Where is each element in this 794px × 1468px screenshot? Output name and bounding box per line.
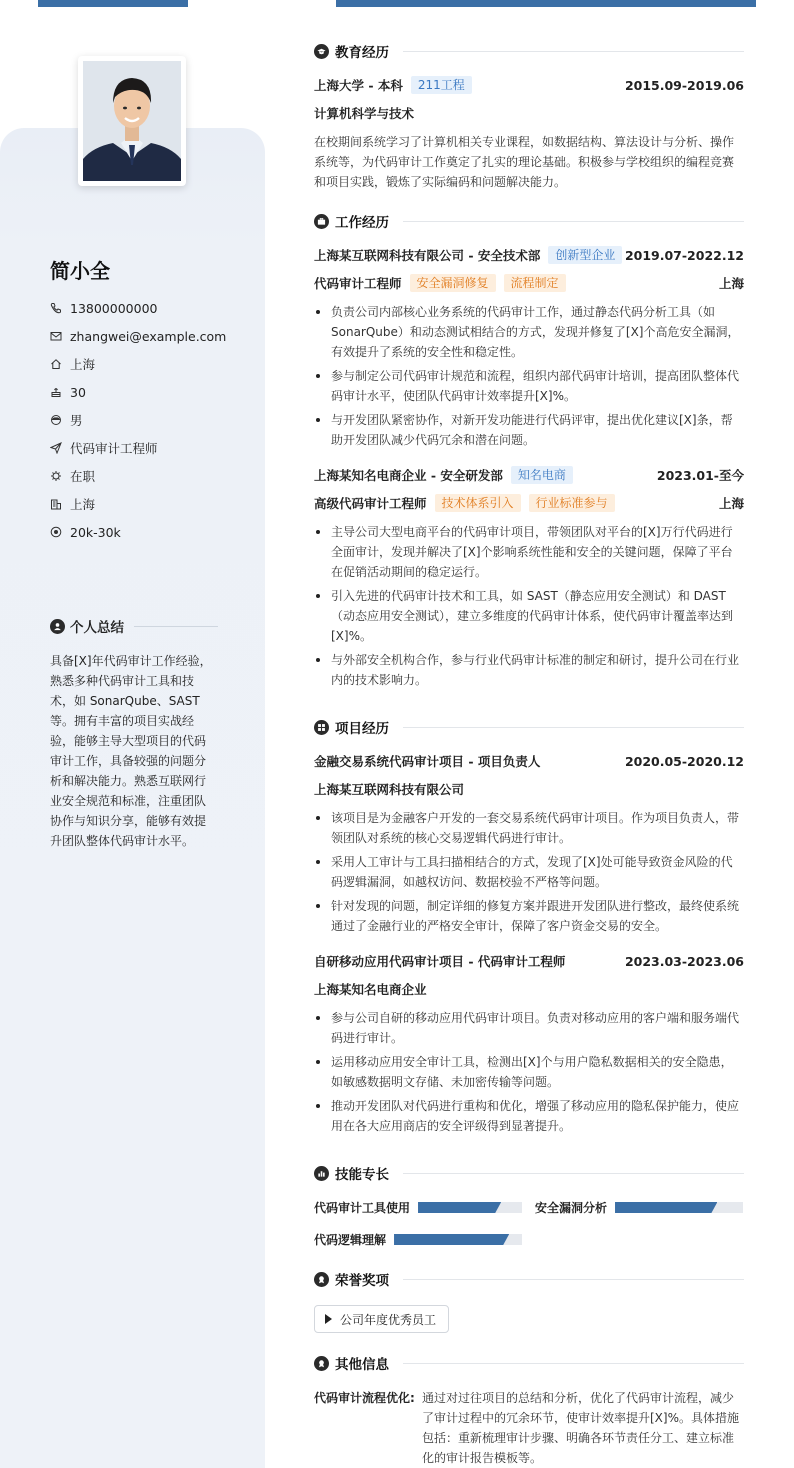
job-header [314,466,744,484]
info-text: 30 [70,384,86,400]
skill-name: 代码审计工具使用 [314,1201,411,1215]
info-text: 上海 [70,357,96,372]
skill-bar [394,1234,522,1245]
skill-bar-fill [418,1202,501,1213]
project-name: 金融交易系统代码审计项目 - 项目负责人 [314,754,541,769]
skill-bar-fill [394,1234,509,1245]
info-text: 13800000000 [70,300,158,316]
company-tag: 知名电商 [511,466,573,484]
skill-bar [615,1202,743,1213]
list-item: 与开发团队紧密协作，对新开发功能进行代码评审，提出优化建议[X]条，帮助开发团队减少代码冗余和潜在问题。 [314,410,744,450]
skill-item [535,1199,743,1216]
info-text: 20k-30k [70,524,121,540]
summary-title-text: 个人总结 [70,620,124,636]
divider [403,1279,744,1280]
gender-icon [50,414,62,426]
info-text: 在职 [70,469,96,484]
job-city: 上海 [718,276,744,291]
education-desc: 在校期间系统学习了计算机相关专业课程，如数据结构、算法设计与分析、操作系统等，为代码审计工作奠定了扎实的理论基础。积极参与学校组织的编程竞赛和项目实践，锻炼了实际编码和问题解决能力。 [314,135,735,189]
list-item: 该项目是为金融客户开发的一套交易系统代码审计项目。作为项目负责人，带领团队对系统的核心交易逻辑代码进行审计。 [314,808,744,848]
list-item: 参与制定公司代码审计规范和流程，组织内部代码审计培训，提高团队整体代码审计水平，使团队代码审计效率提升[X]%。 [314,366,744,406]
project-bullets [314,808,744,940]
school-tag: 211工程 [411,76,472,94]
other-heading [314,1353,744,1373]
project-org: 上海某知名电商企业 [314,982,427,997]
info-status [50,462,226,490]
section-title: 其他信息 [335,1357,389,1373]
info-age [50,378,226,406]
award-item [314,1305,449,1333]
skill-bar-fill [615,1202,717,1213]
project-bullets [314,1008,744,1140]
home-icon [50,358,62,370]
info-text: 上海 [70,497,96,512]
info-text: zhangwei@example.com [70,328,227,344]
info-text: 代码审计工程师 [70,441,158,456]
project-org-row [314,780,744,798]
info-text: 男 [70,413,83,428]
list-item: 负责公司内部核心业务系统的代码审计工作，通过静态代码分析工具（如 SonarQube）和动态测试相结合的方式，发现并修复了[X]个高危安全漏洞，有效提升了系统的安全性和稳定性。 [314,302,744,362]
education-row [314,76,744,94]
award-icon [314,1272,329,1287]
skills-heading [314,1163,744,1183]
project-header [314,752,744,770]
job-role: 高级代码审计工程师 [314,496,427,511]
divider [403,51,744,52]
job-bullets [314,522,744,694]
company-name: 上海某知名电商企业 - 安全研发部 [314,468,503,483]
other-info [314,1388,744,1468]
job-role-row [314,274,744,292]
project-date: 2020.05-2020.12 [624,753,744,769]
skill-item [314,1199,522,1216]
project-org-row [314,980,744,998]
summary-text: 具备[X]年代码审计工作经验，熟悉多种代码审计工具和技术，如 SonarQube、SAST 等。拥有丰富的项目实战经验，能够主导大型项目的代码审计工作，具备较强的问题分析和解决能力。熟悉互联网行业安全规范和标准，注重团队协作与知识分享，能够有效提升团队整体代码审计水平。 [50,654,212,848]
section-title: 教育经历 [335,45,389,61]
list-item: 针对发现的问题，制定详细的修复方案并跟进开发团队进行整改，最终使系统通过了金融行业的严格安全审计，保障了客户资金交易的安全。 [314,896,744,936]
section-title: 项目经历 [335,721,389,737]
job-header [314,246,744,264]
project-header [314,952,744,970]
skill-bar [418,1202,522,1213]
info-salary [50,518,226,546]
candidate-name: 简小全 [50,259,110,283]
role-tag: 技术体系引入 [435,494,521,512]
list-item: 运用移动应用安全审计工具，检测出[X]个与用户隐私数据相关的安全隐患，如敏感数据明文存储、未加密传输等问题。 [314,1052,744,1092]
work-heading [314,211,744,231]
info-city [50,490,226,518]
divider [134,626,218,627]
role-tag: 行业标准参与 [529,494,615,512]
email-icon [50,330,62,342]
salary-icon [50,526,62,538]
city-icon [50,498,62,510]
info-home [50,350,226,378]
info-email [50,322,226,350]
list-item: 引入先进的代码审计技术和工具，如 SAST（静态应用安全测试）和 DAST（动态应用安全测试），建立多维度的代码审计体系，使代码审计覆盖率达到[X]%。 [314,586,744,646]
project-name: 自研移动应用代码审计项目 - 代码审计工程师 [314,954,566,969]
job-date: 2019.07-2022.12 [624,247,744,263]
user-icon [50,619,65,634]
education-date: 2015.09-2019.06 [624,77,744,93]
project-org: 上海某互联网科技有限公司 [314,782,465,797]
age-icon [50,386,62,398]
info-gender [50,406,226,434]
top-accent-bar-left [38,0,188,7]
divider [403,727,744,728]
section-title: 荣誉奖项 [335,1273,389,1289]
job-role: 代码审计工程师 [314,276,402,291]
job-role-row [314,494,744,512]
info-position [50,434,226,462]
avatar [78,56,186,186]
info-phone [50,294,226,322]
other-label: 代码审计流程优化: [314,1391,415,1405]
skill-name: 代码逻辑理解 [314,1233,387,1247]
job-city: 上海 [718,496,744,511]
other-text: 通过对过往项目的总结和分析，优化了代码审计流程，减少了审计过程中的冗余环节，使审计效率提升[X]%。具体措施包括：重新梳理审计步骤、明确各环节责任分工、建立标准化的审计报告模板等。 [422,1391,739,1465]
award-name: 公司年度优秀员工 [340,1312,437,1327]
summary-heading [50,616,218,636]
project-date: 2023.03-2023.06 [624,953,744,969]
play-icon [325,1314,332,1324]
grid-icon [314,720,329,735]
graduation-cap-icon [314,44,329,59]
company-name: 上海某互联网科技有限公司 - 安全技术部 [314,248,541,263]
divider [403,1173,744,1174]
bar-chart-icon [314,1166,329,1181]
section-title: 技能专长 [335,1167,389,1183]
award-icon [314,1356,329,1371]
school-name: 上海大学 - 本科 [314,78,403,93]
honors-heading [314,1269,744,1289]
top-accent-bar-right [336,0,756,7]
skill-name: 安全漏洞分析 [535,1201,608,1215]
portrait-illustration [83,61,181,181]
briefcase-icon [314,214,329,229]
list-item: 推动开发团队对代码进行重构和优化，增强了移动应用的隐私保护能力，使应用在各大应用商店的安全评级得到显著提升。 [314,1096,744,1136]
phone-icon [50,302,62,314]
job-date: 2023.01-至今 [656,468,744,483]
major-row [314,104,744,122]
projects-heading [314,717,744,737]
divider [403,1363,744,1364]
education-heading [314,41,744,61]
list-item: 与外部安全机构合作，参与行业代码审计标准的制定和研讨，提升公司在行业内的技术影响力。 [314,650,744,690]
list-item: 主导公司大型电商平台的代码审计项目，带领团队对平台的[X]万行代码进行全面审计，发现并解决了[X]个影响系统性能和安全的关键问题，保障了平台在促销活动期间的稳定运行。 [314,522,744,582]
company-tag: 创新型企业 [548,246,622,264]
major-name: 计算机科学与技术 [314,106,415,121]
contact-info-list [50,294,226,546]
job-bullets [314,302,744,454]
list-item: 采用人工审计与工具扫描相结合的方式，发现了[X]处可能导致资金风险的代码逻辑漏洞，如越权访问、数据校验不严格等问题。 [314,852,744,892]
position-icon [50,442,62,454]
role-tag: 流程制定 [504,274,566,292]
status-icon [50,470,62,482]
list-item: 参与公司自研的移动应用代码审计项目。负责对移动应用的客户端和服务端代码进行审计。 [314,1008,744,1048]
divider [403,221,744,222]
skill-item [314,1231,522,1248]
section-title: 工作经历 [335,215,389,231]
profile-photo [83,61,181,181]
role-tag: 安全漏洞修复 [410,274,496,292]
